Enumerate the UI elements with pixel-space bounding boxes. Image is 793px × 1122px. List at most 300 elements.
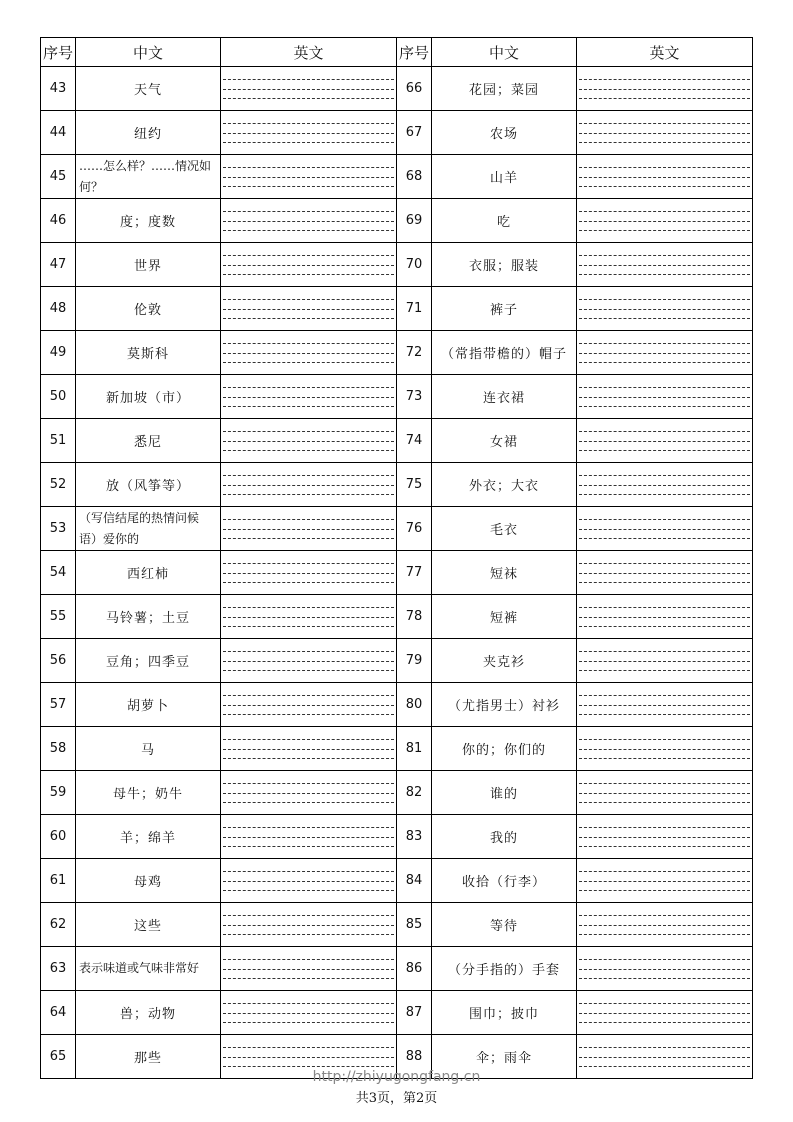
- writing-guide-line: [579, 519, 750, 520]
- writing-guide-line: [223, 670, 394, 671]
- table-row: [41, 111, 753, 155]
- writing-guide-line: [223, 167, 394, 168]
- writing-guide-line: [579, 871, 750, 872]
- writing-guide-line: [579, 749, 750, 750]
- writing-guide-line: [223, 431, 394, 432]
- writing-guide-line: [579, 890, 750, 891]
- writing-guide-line: [579, 133, 750, 134]
- writing-guide-line: [223, 343, 394, 344]
- writing-guide-line: [579, 934, 750, 935]
- writing-guide-line: [223, 714, 394, 715]
- writing-guide-line: [579, 837, 750, 838]
- writing-guide-line: [579, 1047, 750, 1048]
- item-number: 53: [41, 507, 76, 551]
- writing-guide-line: [579, 573, 750, 574]
- writing-guide-line: [223, 1047, 394, 1048]
- english-answer-field[interactable]: [221, 815, 397, 859]
- writing-guide-line: [579, 793, 750, 794]
- table-row: [41, 463, 753, 507]
- english-answer-field[interactable]: [221, 595, 397, 639]
- item-number: 80: [397, 683, 432, 727]
- writing-guide-line: [223, 563, 394, 564]
- item-number: 54: [41, 551, 76, 595]
- chinese-term: 马: [76, 727, 221, 771]
- writing-guide-line: [223, 959, 394, 960]
- chinese-term: 女裙: [432, 419, 577, 463]
- writing-guide-line: [223, 98, 394, 99]
- table-row: [41, 551, 753, 595]
- writing-guide-line: [223, 519, 394, 520]
- english-answer-field[interactable]: [221, 551, 397, 595]
- watermark-url: http://zhiyugongfang.cn: [312, 1069, 481, 1085]
- english-answer-field[interactable]: [577, 595, 753, 639]
- table-row: [41, 419, 753, 463]
- writing-guide-line: [223, 1066, 394, 1067]
- english-answer-field[interactable]: [577, 947, 753, 991]
- writing-guide-line: [579, 89, 750, 90]
- chinese-term: 胡萝卜: [76, 683, 221, 727]
- item-number: 66: [397, 67, 432, 111]
- writing-guide-line: [223, 661, 394, 662]
- writing-guide-line: [579, 563, 750, 564]
- writing-guide-line: [223, 890, 394, 891]
- item-number: 67: [397, 111, 432, 155]
- writing-guide-line: [223, 529, 394, 530]
- table-row: [41, 639, 753, 683]
- english-answer-field[interactable]: [221, 727, 397, 771]
- writing-guide-line: [223, 626, 394, 627]
- table-row: [41, 771, 753, 815]
- page-footer: 共3页，第2页: [355, 1091, 438, 1106]
- writing-guide-line: [579, 79, 750, 80]
- item-number: 72: [397, 331, 432, 375]
- english-answer-field[interactable]: [577, 507, 753, 551]
- english-answer-field[interactable]: [577, 551, 753, 595]
- vocabulary-table: [40, 37, 753, 1079]
- writing-guide-line: [579, 1003, 750, 1004]
- item-number: 88: [397, 1035, 432, 1079]
- item-number: 71: [397, 287, 432, 331]
- writing-guide-line: [223, 186, 394, 187]
- writing-guide-line: [223, 802, 394, 803]
- chinese-term: 短袜: [432, 551, 577, 595]
- writing-guide-line: [579, 661, 750, 662]
- chinese-term: 夹克衫: [432, 639, 577, 683]
- writing-guide-line: [579, 739, 750, 740]
- item-number: 51: [41, 419, 76, 463]
- writing-guide-line: [223, 749, 394, 750]
- writing-guide-line: [579, 265, 750, 266]
- writing-guide-line: [579, 881, 750, 882]
- writing-guide-line: [579, 925, 750, 926]
- writing-guide-line: [223, 695, 394, 696]
- table-row: [41, 859, 753, 903]
- writing-guide-line: [579, 758, 750, 759]
- writing-guide-line: [579, 167, 750, 168]
- writing-guide-line: [223, 309, 394, 310]
- chinese-term: 伦敦: [76, 287, 221, 331]
- writing-guide-line: [223, 397, 394, 398]
- writing-guide-line: [579, 607, 750, 608]
- header-en-right: 英文: [577, 38, 753, 67]
- writing-guide-line: [579, 915, 750, 916]
- english-answer-field[interactable]: [577, 771, 753, 815]
- table-row: [41, 155, 753, 199]
- writing-guide-line: [579, 969, 750, 970]
- english-answer-field[interactable]: [221, 859, 397, 903]
- chinese-term: 兽；动物: [76, 991, 221, 1035]
- writing-guide-line: [579, 978, 750, 979]
- writing-guide-line: [579, 485, 750, 486]
- english-answer-field[interactable]: [577, 111, 753, 155]
- english-answer-field[interactable]: [577, 859, 753, 903]
- english-answer-field[interactable]: [577, 155, 753, 199]
- writing-guide-line: [579, 695, 750, 696]
- english-answer-field[interactable]: [577, 243, 753, 287]
- english-answer-field[interactable]: [577, 463, 753, 507]
- chinese-term: 收拾（行李）: [432, 859, 577, 903]
- writing-guide-line: [579, 309, 750, 310]
- writing-guide-line: [223, 739, 394, 740]
- item-number: 78: [397, 595, 432, 639]
- table-row: [41, 903, 753, 947]
- writing-guide-line: [223, 89, 394, 90]
- table-row: [41, 595, 753, 639]
- item-number: 63: [41, 947, 76, 991]
- item-number: 75: [397, 463, 432, 507]
- table-row: [41, 727, 753, 771]
- table-row: [41, 683, 753, 727]
- writing-guide-line: [579, 538, 750, 539]
- writing-guide-line: [579, 714, 750, 715]
- writing-guide-line: [223, 837, 394, 838]
- writing-guide-line: [579, 211, 750, 212]
- item-number: 85: [397, 903, 432, 947]
- writing-guide-line: [579, 582, 750, 583]
- chinese-term: 谁的: [432, 771, 577, 815]
- writing-guide-line: [223, 1013, 394, 1014]
- writing-guide-line: [579, 343, 750, 344]
- english-answer-field[interactable]: [577, 727, 753, 771]
- writing-guide-line: [223, 582, 394, 583]
- english-answer-field[interactable]: [577, 375, 753, 419]
- writing-guide-line: [223, 485, 394, 486]
- writing-guide-line: [223, 406, 394, 407]
- item-number: 52: [41, 463, 76, 507]
- writing-guide-line: [223, 1057, 394, 1058]
- chinese-term: 吃: [432, 199, 577, 243]
- chinese-term: 莫斯科: [76, 331, 221, 375]
- item-number: 79: [397, 639, 432, 683]
- chinese-term: 放（风筝等）: [76, 463, 221, 507]
- writing-guide-line: [579, 802, 750, 803]
- chinese-term: 马铃薯；土豆: [76, 595, 221, 639]
- writing-guide-line: [223, 915, 394, 916]
- item-number: 64: [41, 991, 76, 1035]
- item-number: 83: [397, 815, 432, 859]
- table-row: [41, 507, 753, 551]
- english-answer-field[interactable]: [577, 639, 753, 683]
- chinese-term: 连衣裙: [432, 375, 577, 419]
- item-number: 47: [41, 243, 76, 287]
- writing-guide-line: [223, 230, 394, 231]
- writing-guide-line: [579, 230, 750, 231]
- writing-guide-line: [223, 299, 394, 300]
- writing-guide-line: [579, 494, 750, 495]
- chinese-term: 度；度数: [76, 199, 221, 243]
- writing-guide-line: [579, 1066, 750, 1067]
- english-answer-field[interactable]: [577, 683, 753, 727]
- writing-guide-line: [223, 617, 394, 618]
- writing-guide-line: [223, 79, 394, 80]
- item-number: 84: [397, 859, 432, 903]
- chinese-term: 这些: [76, 903, 221, 947]
- chinese-term: （尤指男士）衬衫: [432, 683, 577, 727]
- writing-guide-line: [579, 353, 750, 354]
- item-number: 73: [397, 375, 432, 419]
- writing-guide-line: [579, 318, 750, 319]
- chinese-term: 毛衣: [432, 507, 577, 551]
- writing-guide-line: [579, 98, 750, 99]
- header-num-left: 序号: [41, 38, 76, 67]
- table-row: [41, 991, 753, 1035]
- chinese-term: 母鸡: [76, 859, 221, 903]
- writing-guide-line: [223, 211, 394, 212]
- table-row: [41, 243, 753, 287]
- chinese-term: 表示味道或气味非常好: [76, 947, 221, 991]
- writing-guide-line: [223, 475, 394, 476]
- english-answer-field[interactable]: [221, 331, 397, 375]
- item-number: 46: [41, 199, 76, 243]
- item-number: 45: [41, 155, 76, 199]
- chinese-term: 天气: [76, 67, 221, 111]
- english-answer-field[interactable]: [221, 463, 397, 507]
- writing-guide-line: [223, 871, 394, 872]
- writing-guide-line: [579, 670, 750, 671]
- writing-guide-line: [579, 186, 750, 187]
- english-answer-field[interactable]: [221, 67, 397, 111]
- item-number: 57: [41, 683, 76, 727]
- chinese-term: 围巾；披巾: [432, 991, 577, 1035]
- english-answer-field[interactable]: [221, 419, 397, 463]
- writing-guide-line: [223, 705, 394, 706]
- chinese-term: （常指带檐的）帽子: [432, 331, 577, 375]
- chinese-term: 外衣；大衣: [432, 463, 577, 507]
- chinese-term: 山羊: [432, 155, 577, 199]
- writing-guide-line: [223, 846, 394, 847]
- item-number: 70: [397, 243, 432, 287]
- english-answer-field[interactable]: [221, 771, 397, 815]
- writing-guide-line: [223, 978, 394, 979]
- item-number: 76: [397, 507, 432, 551]
- writing-guide-line: [579, 529, 750, 530]
- writing-guide-line: [579, 450, 750, 451]
- chinese-term: 悉尼: [76, 419, 221, 463]
- chinese-term: 母牛；奶牛: [76, 771, 221, 815]
- item-number: 69: [397, 199, 432, 243]
- writing-guide-line: [223, 387, 394, 388]
- table-row: [41, 331, 753, 375]
- item-number: 59: [41, 771, 76, 815]
- writing-guide-line: [223, 133, 394, 134]
- chinese-term: 短裤: [432, 595, 577, 639]
- writing-guide-line: [579, 177, 750, 178]
- item-number: 74: [397, 419, 432, 463]
- chinese-term: 新加坡（市）: [76, 375, 221, 419]
- writing-guide-line: [579, 431, 750, 432]
- table-row: [41, 199, 753, 243]
- writing-guide-line: [579, 362, 750, 363]
- writing-guide-line: [223, 1003, 394, 1004]
- english-answer-field[interactable]: [577, 199, 753, 243]
- table-row: [41, 375, 753, 419]
- writing-guide-line: [223, 925, 394, 926]
- writing-guide-line: [579, 441, 750, 442]
- chinese-term: （分手指的）手套: [432, 947, 577, 991]
- writing-guide-line: [579, 221, 750, 222]
- english-answer-field[interactable]: [221, 155, 397, 199]
- writing-guide-line: [223, 758, 394, 759]
- item-number: 58: [41, 727, 76, 771]
- writing-guide-line: [223, 881, 394, 882]
- writing-guide-line: [223, 362, 394, 363]
- chinese-term: ……怎么样？……情况如何？: [76, 155, 221, 199]
- writing-guide-line: [223, 607, 394, 608]
- writing-guide-line: [579, 387, 750, 388]
- english-answer-field[interactable]: [221, 639, 397, 683]
- writing-guide-line: [579, 1057, 750, 1058]
- writing-guide-line: [223, 793, 394, 794]
- writing-guide-line: [579, 255, 750, 256]
- writing-guide-line: [579, 475, 750, 476]
- writing-guide-line: [579, 299, 750, 300]
- chinese-term: 农场: [432, 111, 577, 155]
- english-answer-field[interactable]: [221, 947, 397, 991]
- chinese-term: 羊；绵羊: [76, 815, 221, 859]
- item-number: 50: [41, 375, 76, 419]
- header-cn-right: 中文: [432, 38, 577, 67]
- english-answer-field[interactable]: [577, 991, 753, 1035]
- writing-guide-line: [223, 969, 394, 970]
- writing-guide-line: [579, 617, 750, 618]
- table-row: [41, 287, 753, 331]
- writing-guide-line: [223, 783, 394, 784]
- writing-guide-line: [223, 353, 394, 354]
- writing-guide-line: [223, 934, 394, 935]
- chinese-term: 你的；你们的: [432, 727, 577, 771]
- english-answer-field[interactable]: [221, 903, 397, 947]
- english-answer-field[interactable]: [577, 815, 753, 859]
- item-number: 56: [41, 639, 76, 683]
- writing-guide-line: [223, 827, 394, 828]
- english-answer-field[interactable]: [577, 287, 753, 331]
- item-number: 65: [41, 1035, 76, 1079]
- writing-guide-line: [223, 265, 394, 266]
- item-number: 44: [41, 111, 76, 155]
- chinese-term: （写信结尾的热情问候语）爱你的: [76, 507, 221, 551]
- writing-guide-line: [579, 651, 750, 652]
- chinese-term: 等待: [432, 903, 577, 947]
- english-answer-field[interactable]: [577, 419, 753, 463]
- writing-guide-line: [223, 494, 394, 495]
- english-answer-field[interactable]: [221, 243, 397, 287]
- writing-guide-line: [579, 1022, 750, 1023]
- writing-guide-line: [223, 573, 394, 574]
- chinese-term: 裤子: [432, 287, 577, 331]
- chinese-term: 我的: [432, 815, 577, 859]
- english-answer-field[interactable]: [221, 287, 397, 331]
- writing-guide-line: [223, 318, 394, 319]
- item-number: 86: [397, 947, 432, 991]
- writing-guide-line: [579, 626, 750, 627]
- item-number: 61: [41, 859, 76, 903]
- writing-guide-line: [223, 255, 394, 256]
- english-answer-field[interactable]: [221, 683, 397, 727]
- writing-guide-line: [579, 959, 750, 960]
- chinese-term: 花园；菜园: [432, 67, 577, 111]
- writing-guide-line: [223, 1022, 394, 1023]
- english-answer-field[interactable]: [221, 111, 397, 155]
- english-answer-field[interactable]: [221, 507, 397, 551]
- writing-guide-line: [223, 142, 394, 143]
- writing-guide-line: [223, 123, 394, 124]
- item-number: 48: [41, 287, 76, 331]
- chinese-term: 那些: [76, 1035, 221, 1079]
- writing-guide-line: [579, 274, 750, 275]
- item-number: 68: [397, 155, 432, 199]
- item-number: 62: [41, 903, 76, 947]
- english-answer-field[interactable]: [221, 199, 397, 243]
- header-en-left: 英文: [221, 38, 397, 67]
- item-number: 82: [397, 771, 432, 815]
- writing-guide-line: [223, 177, 394, 178]
- english-answer-field[interactable]: [577, 331, 753, 375]
- chinese-term: 世界: [76, 243, 221, 287]
- table-row: [41, 67, 753, 111]
- writing-guide-line: [579, 783, 750, 784]
- writing-guide-line: [579, 705, 750, 706]
- writing-guide-line: [223, 274, 394, 275]
- writing-guide-line: [579, 406, 750, 407]
- chinese-term: 纽约: [76, 111, 221, 155]
- table-row: [41, 947, 753, 991]
- english-answer-field[interactable]: [577, 67, 753, 111]
- writing-guide-line: [579, 142, 750, 143]
- writing-guide-line: [223, 450, 394, 451]
- writing-guide-line: [223, 651, 394, 652]
- writing-guide-line: [579, 827, 750, 828]
- item-number: 55: [41, 595, 76, 639]
- english-answer-field[interactable]: [577, 903, 753, 947]
- writing-guide-line: [579, 846, 750, 847]
- table-row: [41, 815, 753, 859]
- writing-guide-line: [579, 1013, 750, 1014]
- item-number: 77: [397, 551, 432, 595]
- writing-guide-line: [579, 397, 750, 398]
- writing-guide-line: [223, 538, 394, 539]
- writing-guide-line: [223, 441, 394, 442]
- item-number: 87: [397, 991, 432, 1035]
- writing-guide-line: [579, 123, 750, 124]
- item-number: 49: [41, 331, 76, 375]
- chinese-term: 西红柿: [76, 551, 221, 595]
- item-number: 60: [41, 815, 76, 859]
- header-cn-left: 中文: [76, 38, 221, 67]
- chinese-term: 衣服；服装: [432, 243, 577, 287]
- english-answer-field[interactable]: [221, 375, 397, 419]
- english-answer-field[interactable]: [221, 991, 397, 1035]
- header-row: [41, 38, 753, 67]
